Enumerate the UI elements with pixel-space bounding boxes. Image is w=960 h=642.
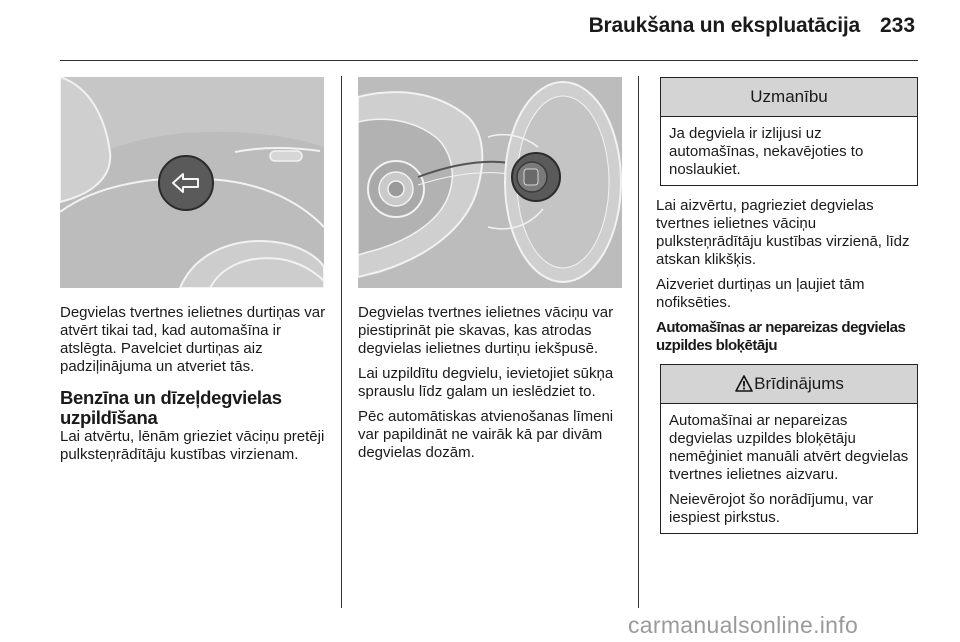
- paragraph: Aizveriet durtiņas un ļaujiet tām nofiksēties.: [656, 276, 865, 311]
- warning-box-title: Brīdinājums: [754, 374, 844, 393]
- column-3-text: [656, 197, 926, 355]
- caution-box-title: Uzmanību: [661, 78, 917, 117]
- warning-triangle-icon: [734, 368, 754, 406]
- warning-text: Neievērojot šo norādījumu, var iespiest pirkstus.: [669, 491, 874, 526]
- open-cap-instruction: Lai atvērtu, lēnām grieziet vāciņu pretēji pulksteņrādītāju kustības virzienam.: [60, 428, 325, 463]
- misfuel-inhibitor-heading: Automašīnas ar nepareizas degvielas uzpildes bloķētāju: [656, 319, 906, 354]
- header-rule: [60, 60, 918, 61]
- caution-box-text: Ja degviela ir izlijusi uz automašīnas, nekavējoties to noslaukiet.: [669, 125, 864, 178]
- fuel-door-closed-illustration: [60, 77, 324, 288]
- column-1-text: [60, 304, 330, 471]
- fuel-door-caption: Degvielas tvertnes ielietnes durtiņas var atvērt tikai tad, kad automašīna ir atslēgta. Pavelciet durtiņas aiz padziļinājuma un atveriet tās.: [60, 304, 326, 375]
- caution-box: [660, 77, 918, 186]
- column-divider-right: [638, 76, 639, 608]
- paragraph: Pēc automātiskas atvienošanas līmeni var papildināt ne vairāk kā par divām degvielas dozām.: [358, 408, 614, 461]
- paragraph: Degvielas tvertnes ielietnes vāciņu var piestiprināt pie skavas, kas atrodas degvielas ielietnes durtiņu iekšpusē.: [358, 304, 614, 357]
- fuel-cap-open-illustration: [358, 77, 622, 288]
- paragraph: Lai uzpildītu degvielu, ievietojiet sūkņa sprauslu līdz galam un ieslēdziet to.: [358, 365, 614, 400]
- warning-text: Automašīnai ar nepareizas degvielas uzpildes bloķētāju nemēģiniet manuāli atvērt degvielas tvertnes ielietnes aizvaru.: [669, 412, 909, 483]
- watermark: carmanualsonline.info: [628, 612, 859, 638]
- column-divider-left: [341, 76, 342, 608]
- warning-box: [660, 364, 918, 534]
- fuel-filling-heading: Benzīna un dīzeļdegvielas uzpildīšana: [60, 387, 282, 428]
- paragraph: Lai aizvērtu, pagrieziet degvielas tvertnes ielietnes vāciņu pulksteņrādītāju kustības virzienā, līdz atskan klikšķis.: [656, 197, 910, 268]
- page-number: 233: [880, 14, 916, 37]
- header-title: Braukšana un ekspluatācija: [588, 14, 860, 37]
- column-2-text: [358, 304, 626, 469]
